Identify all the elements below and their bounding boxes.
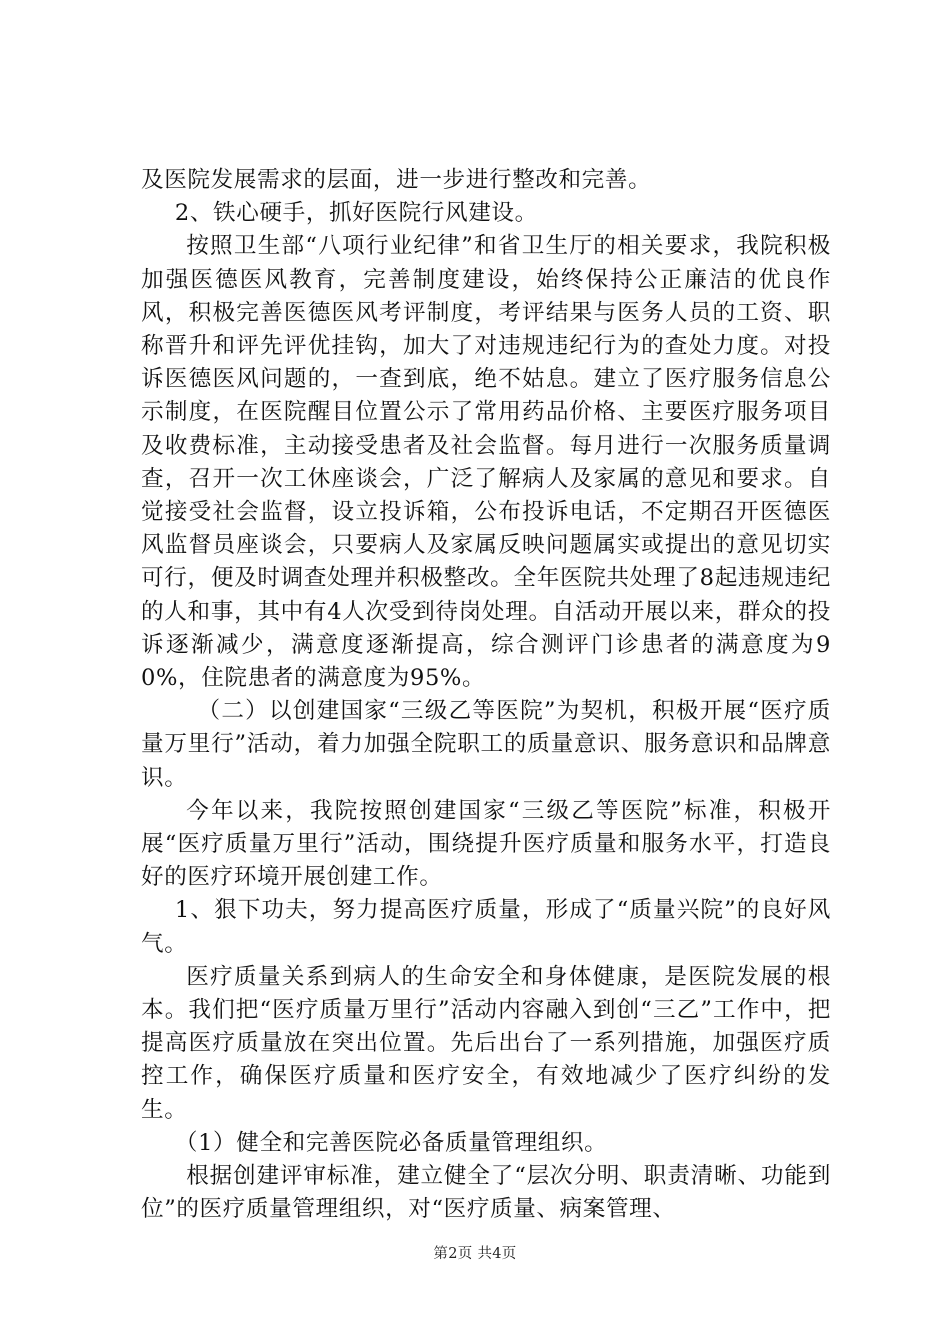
section-heading-part-2: （二）以创建国家“三级乙等医院”为契机，积极开展“医疗质量万里行”活动，着力加强全院职工的质量意识、服务意识和品牌意识。 — [141, 698, 831, 791]
paragraph-quality: 医疗质量关系到病人的生命安全和身体健康，是医院发展的根本。我们把“医疗质量万里行”活动内容融入到创“三乙”工作中，把提高医疗质量放在突出位置。先后出台了一系列措施，加强医疗质控工作，确保医疗质量和医疗安全，有效地减少了医疗纠纷的发生。 — [141, 963, 831, 1123]
paragraph-organization: 根据创建评审标准，建立健全了“层次分明、职责清晰、功能到位”的医疗质量管理组织，对“医疗质量、病案管理、 — [141, 1163, 831, 1223]
paragraph-continuation: 及医院发展需求的层面，进一步进行整改和完善。 — [141, 167, 652, 193]
section-heading-2: 2、铁心硬手，抓好医院行风建设。 — [174, 200, 538, 227]
document-body — [141, 164, 831, 1227]
page-number-footer: 第2页 共4页 — [433, 1246, 517, 1262]
paragraph-conduct: 按照卫生部“八项行业纪律”和省卫生厅的相关要求，我院积极加强医德医风教育，完善制度建设，始终保持公正廉洁的优良作风，积极完善医德医风考评制度，考评结果与医务人员的工资、职称晋升和评先评优挂钩，加大了对违规违纪行为的查处力度。对投诉医德医风问题的，一查到底，绝不姑息。建立了医疗服务信息公示制度，在医院醒目位置公示了常用药品价格、主要医疗服务项目及收费标准，主动接受患者及社会监督。每月进行一次服务质量调查，召开一次工休座谈会，广泛了解病人及家属的意见和要求。自觉接受社会监督，设立投诉箱，公布投诉电话，不定期召开医德医风监督员座谈会，只要病人及家属反映问题属实或提出的意见切实可行，便及时调查处理并积极整改。全年医院共处理了8起违规违纪的人和事，其中有4人次受到待岗处理。自活动开展以来，群众的投诉逐渐减少，满意度逐渐提高，综合测评门诊患者的满意度为90%，住院患者的满意度为95%。 — [141, 233, 831, 692]
subsection-heading-1: （1）健全和完善医院必备质量管理组织。 — [174, 1129, 608, 1156]
paragraph-this-year: 今年以来，我院按照创建国家“三级乙等医院”标准，积极开展“医疗质量万里行”活动，围绕提升医疗质量和服务水平，打造良好的医疗环境开展创建工作。 — [141, 797, 831, 891]
section-heading-1: 1、狠下功夫，努力提高医疗质量，形成了“质量兴院”的良好风气。 — [141, 897, 831, 957]
